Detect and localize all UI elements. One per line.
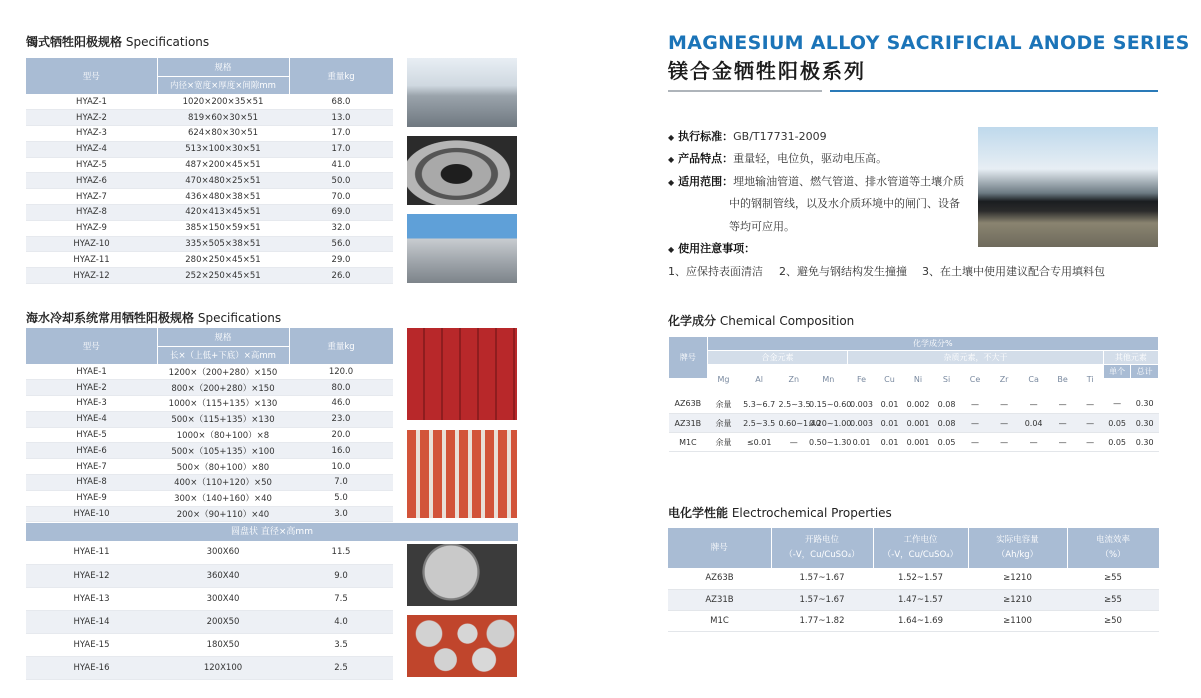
value-cell: 0.30 xyxy=(1131,395,1159,414)
weight-cell: 2.5 xyxy=(289,656,393,679)
table-row xyxy=(26,396,393,412)
spec-cell: 280×250×45×51 xyxy=(157,252,289,268)
saddle-anode-photo xyxy=(407,58,517,127)
spec-cell: 513×100×30×51 xyxy=(157,141,289,157)
note-3: 3、在土壤中使用建议配合专用填料包 xyxy=(922,265,1105,278)
grade-cell: AZ63B xyxy=(668,568,771,589)
value-cell: ≥50 xyxy=(1067,610,1159,631)
model-cell: HYAE-16 xyxy=(26,656,157,679)
spec-cell: 819×60×30×51 xyxy=(157,110,289,126)
value-cell: ≤0.01 xyxy=(740,433,779,452)
grade-cell: M1C xyxy=(669,433,708,452)
header-cell xyxy=(771,528,873,568)
spec-cell: 420×413×45×51 xyxy=(157,205,289,221)
table-row xyxy=(26,490,393,506)
header-element: Ni xyxy=(904,365,933,395)
value-cell: 0.01 xyxy=(848,433,876,452)
spec-cell: 300X60 xyxy=(157,541,289,564)
ring-anode-photo xyxy=(407,136,517,205)
value-cell: — xyxy=(1048,395,1077,414)
weight-cell: 17.0 xyxy=(289,141,393,157)
header-spec-sub: 内径×宽度×厚度×间隙mm xyxy=(157,76,289,94)
model-cell: HYAE-10 xyxy=(26,506,157,522)
header-element: Zn xyxy=(779,365,810,395)
model-cell: HYAE-9 xyxy=(26,490,157,506)
spec-cell: 470×480×25×51 xyxy=(157,173,289,189)
table-row xyxy=(26,126,393,142)
weight-cell: 29.0 xyxy=(289,252,393,268)
model-cell: HYAZ-3 xyxy=(26,126,157,142)
value-cell: 0.50~1.30 xyxy=(809,433,848,452)
spec-cell: 500×（115+135）×130 xyxy=(157,411,289,427)
header-unit: （-V，Cu/CuSO₄） xyxy=(784,550,860,560)
weight-cell: 17.0 xyxy=(289,126,393,142)
value-cell: — xyxy=(1103,395,1131,414)
header-cell xyxy=(873,528,968,568)
header-element: Be xyxy=(1048,365,1077,395)
table-row xyxy=(26,94,393,110)
section2-title-zh: 海水冷却系统常用牺牲阳极规格 xyxy=(26,311,195,325)
header-model: 型号 xyxy=(26,328,157,364)
model-cell: HYAZ-5 xyxy=(26,157,157,173)
table-row xyxy=(26,110,393,126)
model-cell: HYAZ-12 xyxy=(26,268,157,284)
weight-cell: 3.5 xyxy=(289,633,393,656)
value-cell: 1.77~1.82 xyxy=(771,610,873,631)
header-element: Al xyxy=(740,365,779,395)
bullet-icon: ◆ xyxy=(668,133,675,142)
disc-section-band: 圆盘状 直径×高mm xyxy=(26,523,518,541)
value-cell: 5.3~6.7 xyxy=(740,395,779,414)
value-cell: 0.001 xyxy=(904,414,933,433)
header-element: Mg xyxy=(707,365,740,395)
spec-cell: 436×480×38×51 xyxy=(157,189,289,205)
bullet-icon: ◆ xyxy=(668,178,675,187)
model-cell: HYAZ-4 xyxy=(26,141,157,157)
value-cell: 0.01 xyxy=(875,433,904,452)
model-cell: HYAE-1 xyxy=(26,364,157,380)
table-row xyxy=(669,395,1159,414)
scope-label: 适用范围： xyxy=(678,175,734,188)
header-main: 开路电位 xyxy=(804,535,839,545)
spec-cell: 400×（110+120）×50 xyxy=(157,475,289,491)
value-cell: ≥1100 xyxy=(968,610,1067,631)
elec-title-en: Electrochemical Properties xyxy=(731,506,892,520)
weight-cell: 3.0 xyxy=(289,506,393,522)
elec-title-zh: 电化学性能 xyxy=(668,506,729,520)
value-cell: — xyxy=(989,395,1019,414)
value-cell: 0.002 xyxy=(904,395,933,414)
table-row xyxy=(26,364,393,380)
header-other: 其他元素 xyxy=(1103,351,1158,365)
header-element: Si xyxy=(932,365,961,395)
weight-cell: 80.0 xyxy=(289,380,393,396)
table-row xyxy=(668,610,1159,631)
red-plate-anode-photo xyxy=(407,328,517,420)
model-cell: HYAE-2 xyxy=(26,380,157,396)
value-cell: 2.5~3.5 xyxy=(740,414,779,433)
weight-cell: 68.0 xyxy=(289,94,393,110)
weight-cell: 11.5 xyxy=(289,541,393,564)
elec-title xyxy=(668,504,892,521)
value-cell: 0.01 xyxy=(875,414,904,433)
value-cell: — xyxy=(961,395,990,414)
value-cell: 1.57~1.67 xyxy=(771,568,873,589)
series-title-en: MAGNESIUM ALLOY SACRIFICIAL ANODE SERIES xyxy=(668,32,1190,54)
model-cell: HYAZ-6 xyxy=(26,173,157,189)
header-cell xyxy=(1067,528,1159,568)
spec-cell: 200X50 xyxy=(157,610,289,633)
model-cell: HYAE-15 xyxy=(26,633,157,656)
spec-cell: 487×200×45×51 xyxy=(157,157,289,173)
table-row xyxy=(26,173,393,189)
disc-anodes-stack-photo xyxy=(407,615,517,677)
weight-cell: 46.0 xyxy=(289,396,393,412)
table-row xyxy=(669,433,1159,452)
model-cell: HYAE-8 xyxy=(26,475,157,491)
weight-cell: 7.5 xyxy=(289,587,393,610)
table-row xyxy=(26,411,393,427)
table-row xyxy=(26,587,393,610)
table-row xyxy=(26,268,393,284)
value-cell: 0.001 xyxy=(904,433,933,452)
value-cell: 1.52~1.57 xyxy=(873,568,968,589)
value-cell: ≥55 xyxy=(1067,589,1159,610)
model-cell: HYAZ-11 xyxy=(26,252,157,268)
spec-cell: 624×80×30×51 xyxy=(157,126,289,142)
model-cell: HYAE-11 xyxy=(26,541,157,564)
model-cell: HYAE-13 xyxy=(26,587,157,610)
weight-cell: 4.0 xyxy=(289,610,393,633)
value-cell: — xyxy=(1019,433,1049,452)
title-rule-blue xyxy=(830,90,1158,92)
weight-cell: 16.0 xyxy=(289,443,393,459)
scope-value-2: 中的钢制管线，以及水介质环境中的闸门、设备 xyxy=(729,197,960,210)
header-main: 牌号 xyxy=(710,542,728,553)
header-impurity: 杂质元素，不大于 xyxy=(848,351,1104,365)
model-cell: HYAE-7 xyxy=(26,459,157,475)
table-body xyxy=(26,94,393,284)
spec-cell: 1200×（200+280）×150 xyxy=(157,364,289,380)
grade-cell: M1C xyxy=(668,610,771,631)
spec-cell: 385×150×59×51 xyxy=(157,220,289,236)
table-body xyxy=(26,541,393,679)
value-cell: ≥55 xyxy=(1067,568,1159,589)
weight-cell: 41.0 xyxy=(289,157,393,173)
value-cell: 0.08 xyxy=(932,395,961,414)
header-element: Ce xyxy=(961,365,990,395)
note-2: 2、避免与钢结构发生撞撞 xyxy=(779,265,907,278)
bullet-icon: ◆ xyxy=(668,155,675,164)
value-cell: — xyxy=(1077,414,1103,433)
spec-cell: 360X40 xyxy=(157,564,289,587)
value-cell: 0.15~0.60 xyxy=(809,395,848,414)
header-element: Mn xyxy=(809,365,848,395)
bullet-icon: ◆ xyxy=(668,245,675,254)
table-row xyxy=(26,205,393,221)
value-cell: 0.08 xyxy=(932,414,961,433)
chemical-composition-table xyxy=(668,336,1159,452)
value-cell: 1.64~1.69 xyxy=(873,610,968,631)
spec-cell: 500×（105+135）×100 xyxy=(157,443,289,459)
table-body xyxy=(26,364,393,522)
value-cell: — xyxy=(779,433,810,452)
series-title-zh: 镁合金牺牲阳极系列 xyxy=(668,59,866,83)
table-row xyxy=(669,414,1159,433)
table-row xyxy=(26,157,393,173)
notes-label: 使用注意事项： xyxy=(678,242,756,255)
chem-title-zh: 化学成分 xyxy=(668,314,717,328)
weight-cell: 120.0 xyxy=(289,364,393,380)
weight-cell: 13.0 xyxy=(289,110,393,126)
grade-cell: AZ63B xyxy=(669,395,708,414)
table-body xyxy=(669,395,1159,452)
value-cell: 余量 xyxy=(707,433,740,452)
model-cell: HYAZ-8 xyxy=(26,205,157,221)
value-cell: 1.57~1.67 xyxy=(771,589,873,610)
value-cell: 0.003 xyxy=(848,414,876,433)
weight-cell: 7.0 xyxy=(289,475,393,491)
feature-label: 产品特点： xyxy=(678,152,734,165)
value-cell: — xyxy=(1048,433,1077,452)
bracelet-anode-spec-table xyxy=(26,58,394,284)
header-composition: 化学成分% xyxy=(707,337,1158,351)
table-row xyxy=(668,568,1159,589)
weight-cell: 70.0 xyxy=(289,189,393,205)
value-cell: 0.05 xyxy=(932,433,961,452)
model-cell: HYAZ-10 xyxy=(26,236,157,252)
value-cell: 0.60~1.40 xyxy=(779,414,810,433)
value-cell: 0.20~1.00 xyxy=(809,414,848,433)
table-row xyxy=(26,459,393,475)
spec-cell: 300×（140+160）×40 xyxy=(157,490,289,506)
spec-cell: 180X50 xyxy=(157,633,289,656)
grade-cell: AZ31B xyxy=(668,589,771,610)
spec-cell: 335×505×38×51 xyxy=(157,236,289,252)
spec-cell: 1000×（80+100）×8 xyxy=(157,427,289,443)
seawater-anode-spec-table xyxy=(26,328,394,522)
table-row xyxy=(26,475,393,491)
table-row xyxy=(26,252,393,268)
standard-value: GB/T17731-2009 xyxy=(733,130,827,143)
value-cell: 0.04 xyxy=(1019,414,1049,433)
disc-anode-spec-table xyxy=(26,541,393,680)
standard-line xyxy=(668,128,827,144)
header-unit: （-V，Cu/CuSO₄） xyxy=(882,550,959,560)
model-cell: HYAE-12 xyxy=(26,564,157,587)
table-row xyxy=(26,189,393,205)
table-row xyxy=(668,589,1159,610)
table-row xyxy=(26,443,393,459)
table-row xyxy=(26,656,393,679)
weight-cell: 26.0 xyxy=(289,268,393,284)
table-row xyxy=(26,141,393,157)
header-alloy: 合金元素 xyxy=(707,351,848,365)
title-rule-gray xyxy=(668,90,822,92)
standard-label: 执行标准： xyxy=(678,130,734,143)
table-row xyxy=(26,610,393,633)
header-weight: 重量kg xyxy=(289,328,393,364)
table-row xyxy=(26,633,393,656)
value-cell: — xyxy=(1077,395,1103,414)
model-cell: HYAE-5 xyxy=(26,427,157,443)
bar-anode-photo xyxy=(407,430,517,518)
header-element: Zr xyxy=(989,365,1019,395)
section2-title xyxy=(26,309,281,326)
note-1: 1、应保持表面清洁 xyxy=(668,265,763,278)
table-row xyxy=(26,427,393,443)
value-cell: 0.30 xyxy=(1131,433,1159,452)
table-row xyxy=(26,236,393,252)
value-cell: 0.05 xyxy=(1103,433,1131,452)
header-element: Cu xyxy=(875,365,904,395)
table-row xyxy=(26,380,393,396)
weight-cell: 50.0 xyxy=(289,173,393,189)
header-model: 型号 xyxy=(26,58,157,94)
header-unit: （Ah/kg） xyxy=(996,550,1039,560)
table-row xyxy=(26,564,393,587)
spec-cell: 800×（200+280）×150 xyxy=(157,380,289,396)
spec-cell: 1000×（115+135）×130 xyxy=(157,396,289,412)
model-cell: HYAE-3 xyxy=(26,396,157,412)
bracelet-anode-photo xyxy=(407,214,517,283)
table-row xyxy=(26,541,393,564)
value-cell: 余量 xyxy=(707,414,740,433)
value-cell: — xyxy=(961,414,990,433)
table-row xyxy=(26,506,393,522)
value-cell: — xyxy=(1019,395,1049,414)
value-cell: 2.5~3.5 xyxy=(779,395,810,414)
model-cell: HYAZ-9 xyxy=(26,220,157,236)
weight-cell: 69.0 xyxy=(289,205,393,221)
feature-value: 重量轻，电位负，驱动电压高。 xyxy=(733,152,888,165)
header-weight: 重量kg xyxy=(289,58,393,94)
value-cell: ≥1210 xyxy=(968,589,1067,610)
spec-cell: 1020×200×35×51 xyxy=(157,94,289,110)
header-element: Fe xyxy=(848,365,876,395)
weight-cell: 23.0 xyxy=(289,411,393,427)
model-cell: HYAZ-7 xyxy=(26,189,157,205)
model-cell: HYAE-4 xyxy=(26,411,157,427)
disc-anode-photo xyxy=(407,544,517,606)
notes-line xyxy=(668,240,755,256)
spec-cell: 500×（80+100）×80 xyxy=(157,459,289,475)
header-spec-sub: 长×（上低+下底）×高mm xyxy=(157,346,289,364)
weight-cell: 20.0 xyxy=(289,427,393,443)
header-spec: 规格 xyxy=(157,328,289,346)
value-cell: 余量 xyxy=(707,395,740,414)
table-body xyxy=(668,568,1159,631)
header-element: Ti xyxy=(1077,365,1103,395)
value-cell: — xyxy=(961,433,990,452)
model-cell: HYAZ-1 xyxy=(26,94,157,110)
header-cell xyxy=(968,528,1067,568)
weight-cell: 32.0 xyxy=(289,220,393,236)
value-cell: ≥1210 xyxy=(968,568,1067,589)
section1-title-en: Specifications xyxy=(125,35,210,49)
model-cell: HYAZ-2 xyxy=(26,110,157,126)
value-cell: — xyxy=(1048,414,1077,433)
model-cell: HYAE-14 xyxy=(26,610,157,633)
header-main: 工作电位 xyxy=(903,535,938,545)
scope-value-1: 埋地输油管道、燃气管道、排水管道等土壤介质 xyxy=(733,175,965,188)
value-cell: 1.47~1.57 xyxy=(873,589,968,610)
header-grade: 牌号 xyxy=(669,337,708,379)
pipeline-photo xyxy=(978,127,1158,247)
chem-title-en: Chemical Composition xyxy=(719,314,855,328)
spec-cell: 200×（90+110）×40 xyxy=(157,506,289,522)
spec-cell: 252×250×45×51 xyxy=(157,268,289,284)
section1-title xyxy=(26,33,209,50)
feature-line xyxy=(668,150,887,166)
scope-line xyxy=(668,173,964,189)
spec-cell: 300X40 xyxy=(157,587,289,610)
value-cell: — xyxy=(989,414,1019,433)
header-cell xyxy=(668,528,771,568)
weight-cell: 5.0 xyxy=(289,490,393,506)
value-cell: 0.003 xyxy=(848,395,876,414)
spec-cell: 120X100 xyxy=(157,656,289,679)
header-element: Ca xyxy=(1019,365,1049,395)
section1-title-zh: 镯式牺牲阳极规格 xyxy=(26,35,123,49)
header-total: 总计 xyxy=(1131,365,1159,379)
grade-cell: AZ31B xyxy=(669,414,708,433)
scope-value-3: 等均可应用。 xyxy=(729,220,795,233)
value-cell: — xyxy=(989,433,1019,452)
header-unit: （%） xyxy=(1100,550,1126,560)
value-cell: 0.01 xyxy=(875,395,904,414)
weight-cell: 56.0 xyxy=(289,236,393,252)
electrochemical-properties-table xyxy=(668,528,1160,632)
header-single: 单个 xyxy=(1103,365,1131,379)
header-main: 实际电容量 xyxy=(996,535,1039,545)
section2-title-en: Specifications xyxy=(197,311,282,325)
value-cell: — xyxy=(1077,433,1103,452)
weight-cell: 10.0 xyxy=(289,459,393,475)
value-cell: 0.30 xyxy=(1131,414,1159,433)
weight-cell: 9.0 xyxy=(289,564,393,587)
table-row xyxy=(26,220,393,236)
header-main: 电流效率 xyxy=(1095,535,1130,545)
value-cell: 0.05 xyxy=(1103,414,1131,433)
model-cell: HYAE-6 xyxy=(26,443,157,459)
header-spec: 规格 xyxy=(157,58,289,76)
chem-title xyxy=(668,312,854,329)
